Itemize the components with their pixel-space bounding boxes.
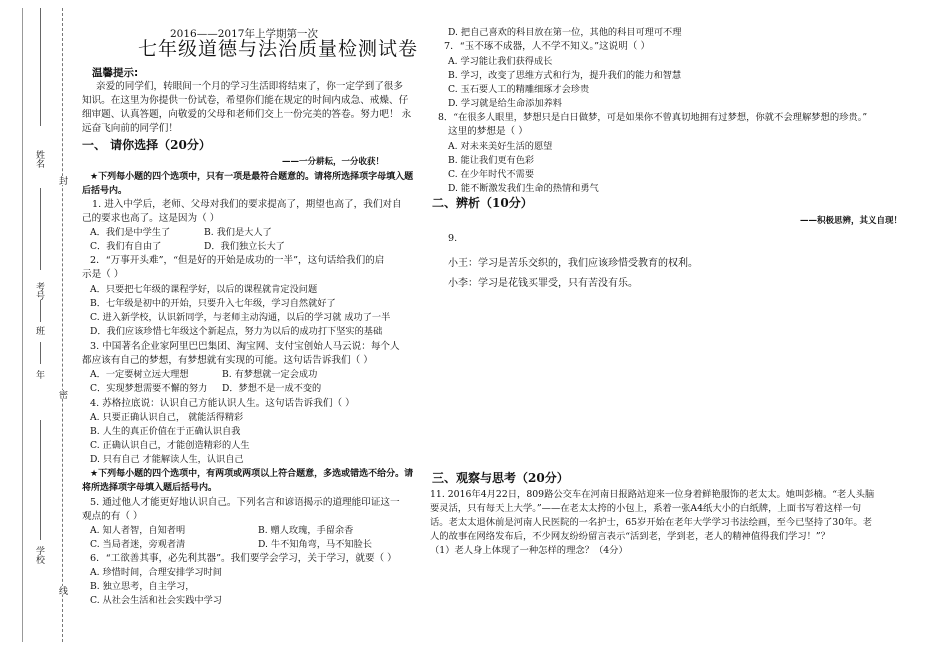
q9-xiaoli-view: 小李：学习是花钱买罪受，只有苦没有乐。	[448, 278, 638, 289]
seal-dashed-line	[62, 8, 63, 642]
tips-line-2: 知识。在这里为你提供一份试卷，希望你们能在规定的时间内成急、戒燥、仔	[82, 95, 409, 106]
q9-number: 9.	[448, 233, 458, 244]
q1-stem-2: 己的要求也高了。这是因为（ ）	[82, 213, 220, 224]
section1-instruction-2: ★下列每小题的四个选项中，有两项或两项以上符合题意，多选或错选不给分。请	[90, 469, 414, 479]
q3-stem-1: 3. 中国著名企业家阿里巴巴集团、淘宝网、支付宝创始人马云说：每个人	[90, 341, 400, 352]
section1-instruction-2b: 将所选择项字母填入题后括号内。	[82, 483, 218, 493]
q6-option-a: A. 珍惜时间，合理安排学习时间	[90, 567, 222, 578]
section1-instruction-1: ★下列每小题的四个选项中，只有一项是最符合题意的。请将所选择项字母填入题	[90, 172, 414, 182]
q5-option-c: C. 当局者迷，旁观者清	[90, 539, 186, 550]
q2-option-a: A．只要把七年级的课程学好，以后的课程就肯定没问题	[90, 284, 318, 295]
q7-option-a: A. 学习能让我们获得成长	[448, 56, 553, 67]
q4-option-a: A. 只要正确认识自己， 就能活得精彩	[90, 412, 244, 423]
q8-stem-2: 这里的梦想是（ ）	[448, 126, 528, 137]
q7-option-b: B. 学习，改变了思维方式和行为，提升我们的能力和智慧	[448, 70, 682, 81]
name-underline	[40, 8, 41, 126]
grade-underline	[40, 342, 41, 364]
exam-no-underline	[40, 188, 41, 270]
q2-option-c: C. 进入新学校，认识新同学，与老师主动沟通，以后的学习就 成功了一半	[90, 312, 391, 323]
q8-option-a: A. 对未来美好生活的愿望	[448, 141, 553, 152]
section1-slogan: ——一分耕耘，一分收获！	[282, 157, 385, 167]
page-title: 七年级道德与法治质量检测试卷	[138, 38, 419, 60]
q8-option-d: D. 能不断激发我们生命的热情和勇气	[448, 183, 599, 194]
class-underline	[40, 300, 41, 322]
exam-year-line: 2016——2017年上学期第一次	[170, 28, 318, 40]
q3-stem-2: 都应该有自己的梦想，有梦想就有实现的可能。这句话告诉我们（ ）	[82, 355, 373, 366]
q3-option-a: A．一定要树立远大理想	[90, 369, 189, 380]
line-char: 线	[57, 586, 67, 595]
school-label: 学校	[34, 546, 44, 564]
secret-char: 密	[57, 390, 67, 399]
grade-label: 年	[34, 370, 44, 379]
q6-stem: 6．“工欲善其事，必先利其器”。我们要学会学习，关于学习，就要（ ）	[90, 553, 397, 564]
q7-stem: 7．“玉不琢不成器，人不学不知义。”这说明（ ）	[444, 41, 651, 52]
tips-line-3: 细审题、认真答题，向敬爱的父母和老师们交上一份完美的答卷。努力吧！ 永	[82, 109, 412, 120]
q5-stem-1: 5. 通过他人才能更好地认识自己。下列名言和谚语揭示的道理能印证这一	[90, 497, 400, 508]
q11-text-2: 要灵活，只有每天上大学。”——在老太太挎的小包上，系着一张A4纸大小的白纸牌，上面书写着这样一句	[430, 503, 862, 514]
q1-option-c: C．我们有自由了	[90, 241, 162, 252]
q3-option-d: D．梦想不是一成不变的	[222, 383, 322, 394]
section1-heading: 一、 请你选择（20分）	[82, 138, 211, 152]
q4-option-b: B. 人生的真正价值在于正确认识自我	[90, 426, 241, 437]
q2-stem-2: 示是（ ）	[82, 269, 124, 280]
q4-stem: 4. 苏格拉底说：认识自己方能认识人生。这句话告诉我们（ ）	[90, 398, 355, 409]
q5-stem-2: 观点的有（ ）	[82, 511, 143, 522]
q1-option-a: A．我们是中学生了	[90, 227, 171, 238]
q2-option-b: B．七年级是初中的开始，只要升入七年级，学习自然就好了	[90, 298, 336, 309]
binding-border-line	[22, 8, 23, 642]
class-label: 班	[34, 326, 44, 335]
q4-option-c: C. 正确认识自己，才能创造精彩的人生	[90, 440, 250, 451]
q3-option-b: B. 有梦想就一定会成功	[222, 369, 318, 380]
binding-margin	[0, 0, 88, 650]
q11-text-3: 话。老太太退休前是河南人民医院的一名护士，65岁开始在老年大学学习书法绘画，至今已坚持了30年。老	[430, 517, 873, 528]
tips-heading: 温馨提示:	[92, 67, 139, 79]
q6-option-b: B. 独立思考，自主学习，	[90, 581, 195, 592]
seal-char: 封	[57, 176, 67, 185]
section2-slogan: ——积极思辨，其义自现！	[800, 216, 903, 226]
section1-instruction-1b: 后括号内。	[82, 186, 128, 196]
q8-stem-1: 8．“在很多人眼里，梦想只是白日做梦，可是如果你不曾真切地拥有过梦想，你就不会理解梦想的珍贵。”	[438, 112, 868, 123]
q1-option-b: B. 我们是大人了	[204, 227, 272, 238]
section2-heading: 二、辨析（10分）	[432, 196, 533, 210]
q1-stem-1: 1. 进入中学后，老师、父母对我们的要求提高了，期望也高了，我们对自	[92, 199, 402, 210]
school-underline	[40, 420, 41, 540]
q6-option-c: C. 从社会生活和社会实践中学习	[90, 595, 222, 606]
q7-option-d: D. 学习就是给生命添加养料	[448, 98, 562, 109]
section3-heading: 三、观察与思考（20分）	[432, 471, 569, 485]
exam-no-label: 考号	[34, 282, 44, 300]
q8-option-c: C. 在少年时代不需要	[448, 169, 535, 180]
q2-option-d: D．我们应该珍惜七年级这个新起点，努力为以后的成功打下坚实的基础	[90, 326, 383, 337]
q11-subquestion-1: （1）老人身上体现了一种怎样的理念？（4分）	[430, 545, 628, 556]
name-label: 姓名	[34, 150, 44, 168]
q7-option-c: C. 玉石要人工的精雕细琢才会珍贵	[448, 84, 590, 95]
q9-xiaowang-view: 小王：学习是苦乐交织的，我们应该珍惜受教育的权利。	[448, 258, 698, 269]
q3-option-c: C．实现梦想需要不懈的努力	[90, 383, 208, 394]
q5-option-d: D. 牛不知角弯，马不知脸长	[258, 539, 372, 550]
tips-line-1: 亲爱的同学们，转眼间一个月的学习生活即将结束了，你一定学到了很多	[96, 81, 403, 92]
q11-text-1: 11. 2016年4月22日，809路公交车在河南日报路站迎来一位身着鲜艳服饰的老太太。她叫彭楠。“老人头脑	[430, 489, 875, 500]
q5-option-a: A. 知人者智，自知者明	[90, 525, 186, 536]
q8-option-b: B. 能让我们更有色彩	[448, 155, 535, 166]
q2-stem-1: 2．“万事开头难”，“但是好的开始是成功的一半”，这句话给我们的启	[90, 255, 385, 266]
q5-option-b: B. 赠人玫瑰，手留余香	[258, 525, 354, 536]
q11-text-4: 人的故事在网络发布后，不少网友纷纷留言表示“活到老，学到老，老人的精神值得我们学习！”？	[430, 531, 830, 542]
q6-option-d: D. 把自己喜欢的科目放在第一位，其他的科目可理可不理	[448, 27, 682, 38]
q4-option-d: D. 只有自己 才能解读人生，认识自己	[90, 454, 244, 465]
q1-option-d: D．我们独立长大了	[204, 241, 285, 252]
tips-line-4: 远奋飞向前的同学们！	[82, 123, 178, 134]
